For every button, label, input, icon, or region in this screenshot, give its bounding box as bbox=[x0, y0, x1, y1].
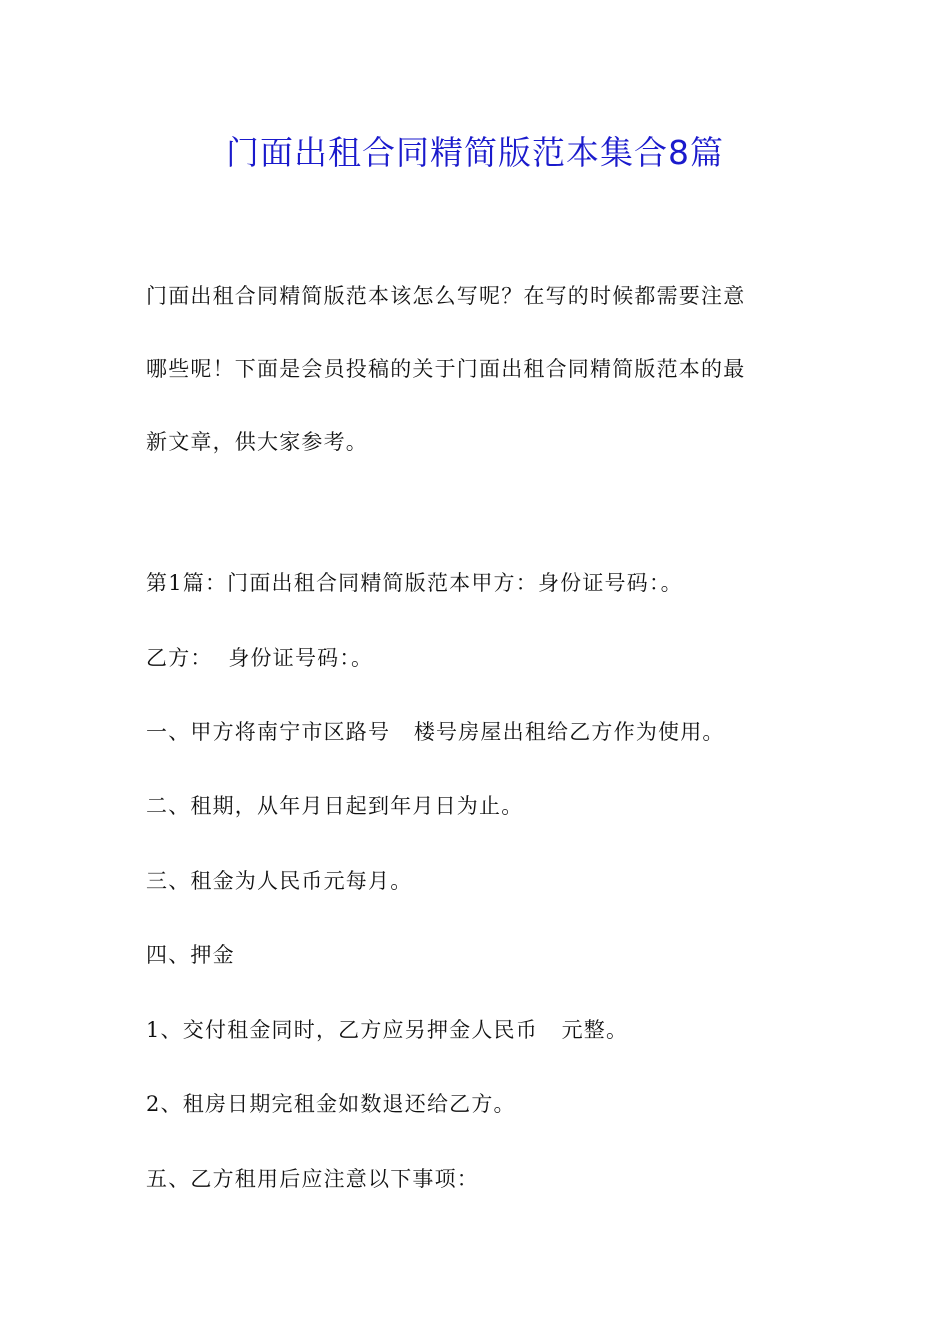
intro-line: 新文章，供大家参考。 bbox=[146, 430, 368, 454]
clause-4-item-2: 2、租房日期完租金如数退还给乙方。 bbox=[146, 1092, 516, 1116]
clause-5: 五、乙方租用后应注意以下事项： bbox=[146, 1167, 479, 1191]
clause-4: 四、押金 bbox=[146, 943, 235, 967]
article-heading-line: 第1篇：门面出租合同精简版范本甲方：身份证号码：。 bbox=[146, 571, 683, 595]
clause-2: 二、租期，从年月日起到年月日为止。 bbox=[146, 794, 524, 818]
clause-3: 三、租金为人民币元每月。 bbox=[146, 869, 413, 893]
intro-paragraph bbox=[146, 260, 812, 479]
document-title: 门面出租合同精简版范本集合8篇 bbox=[226, 133, 724, 172]
intro-line: 门面出租合同精简版范本该怎么写呢？在写的时候都需要注意 bbox=[146, 284, 746, 308]
clause-1: 一、甲方将南宁市区路号 楼号房屋出租给乙方作为使用。 bbox=[146, 720, 725, 744]
intro-line: 哪些呢！下面是会员投稿的关于门面出租合同精简版范本的最 bbox=[146, 357, 746, 381]
party-b-line: 乙方： 身份证号码：。 bbox=[146, 646, 374, 670]
clause-4-item-1: 1、交付租金同时，乙方应另押金人民币 元整。 bbox=[146, 1018, 629, 1042]
